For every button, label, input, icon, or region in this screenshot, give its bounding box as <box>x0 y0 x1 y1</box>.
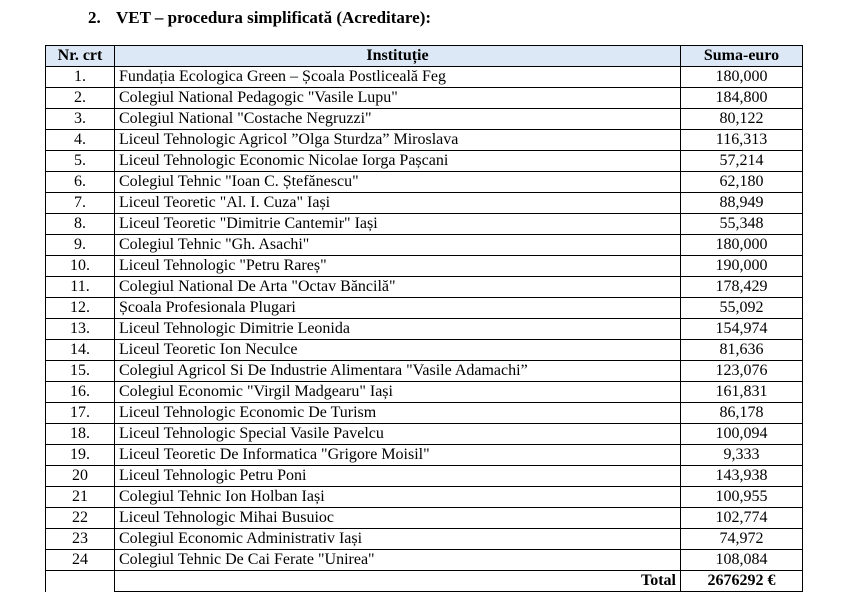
sum-euro: 100,955 <box>681 487 803 508</box>
institution-name: Liceul Tehnologic Economic Nicolae Iorga Pașcani <box>115 151 681 172</box>
row-number: 24 <box>46 550 115 571</box>
row-number: 8. <box>46 214 115 235</box>
table-row <box>46 487 803 508</box>
table-row <box>46 550 803 571</box>
row-number: 5. <box>46 151 115 172</box>
row-number: 3. <box>46 109 115 130</box>
sum-euro: 81,636 <box>681 340 803 361</box>
institution-name: Colegiul National Pedagogic "Vasile Lupu" <box>115 88 681 109</box>
table-row <box>46 382 803 403</box>
section-heading <box>88 8 431 28</box>
row-number: 22 <box>46 508 115 529</box>
total-row <box>46 571 803 592</box>
institution-name: Colegiul Agricol Si De Industrie Alimentara "Vasile Adamachi” <box>115 361 681 382</box>
total-value: 2676292 € <box>681 571 803 592</box>
table-body <box>46 67 803 592</box>
header-sum-euro: Suma-euro <box>681 46 803 67</box>
sum-euro: 143,938 <box>681 466 803 487</box>
sum-euro: 154,974 <box>681 319 803 340</box>
institution-name: Liceul Tehnologic Special Vasile Pavelcu <box>115 424 681 445</box>
institution-name: Colegiul Tehnic "Ioan C. Ștefănescu" <box>115 172 681 193</box>
table-row <box>46 424 803 445</box>
row-number: 12. <box>46 298 115 319</box>
table-row <box>46 319 803 340</box>
sum-euro: 116,313 <box>681 130 803 151</box>
table-row <box>46 256 803 277</box>
sum-euro: 55,348 <box>681 214 803 235</box>
table-row <box>46 193 803 214</box>
row-number: 18. <box>46 424 115 445</box>
sum-euro: 62,180 <box>681 172 803 193</box>
header-nr-crt: Nr. crt <box>46 46 115 67</box>
institution-name: Fundația Ecologica Green – Școala Postliceală Feg <box>115 67 681 88</box>
institution-name: Colegiul Tehnic De Cai Ferate "Unirea" <box>115 550 681 571</box>
institution-name: Liceul Tehnologic Mihai Busuioc <box>115 508 681 529</box>
table-row <box>46 403 803 424</box>
sum-euro: 184,800 <box>681 88 803 109</box>
institution-name: Liceul Tehnologic Petru Poni <box>115 466 681 487</box>
institution-name: Colegiul Economic "Virgil Madgearu" Iași <box>115 382 681 403</box>
institution-name: Colegiul National De Arta "Octav Băncilă" <box>115 277 681 298</box>
row-number: 4. <box>46 130 115 151</box>
table-row <box>46 130 803 151</box>
table-row <box>46 67 803 88</box>
institutions-table <box>45 45 803 592</box>
section-title: VET – procedura simplificată (Acreditare): <box>115 8 432 27</box>
table-row <box>46 277 803 298</box>
sum-euro: 108,084 <box>681 550 803 571</box>
row-number: 1. <box>46 67 115 88</box>
row-number: 23 <box>46 529 115 550</box>
row-number: 6. <box>46 172 115 193</box>
table-row <box>46 235 803 256</box>
sum-euro: 123,076 <box>681 361 803 382</box>
sum-euro: 100,094 <box>681 424 803 445</box>
table-row <box>46 361 803 382</box>
section-number: 2. <box>88 8 101 27</box>
row-number: 11. <box>46 277 115 298</box>
total-label: Total <box>115 571 681 592</box>
row-number: 2. <box>46 88 115 109</box>
table-row <box>46 466 803 487</box>
sum-euro: 55,092 <box>681 298 803 319</box>
sum-euro: 178,429 <box>681 277 803 298</box>
table-row <box>46 445 803 466</box>
institution-name: Liceul Tehnologic Economic De Turism <box>115 403 681 424</box>
institution-name: Școala Profesionala Plugari <box>115 298 681 319</box>
institution-name: Colegiul Economic Administrativ Iași <box>115 529 681 550</box>
table-row <box>46 88 803 109</box>
row-number: 15. <box>46 361 115 382</box>
institution-name: Liceul Teoretic "Al. I. Cuza" Iași <box>115 193 681 214</box>
table-row <box>46 109 803 130</box>
table-row <box>46 508 803 529</box>
institution-name: Liceul Tehnologic Agricol ”Olga Sturdza” Miroslava <box>115 130 681 151</box>
table-row <box>46 214 803 235</box>
institution-name: Colegiul National "Costache Negruzzi" <box>115 109 681 130</box>
institution-name: Colegiul Tehnic Ion Holban Iași <box>115 487 681 508</box>
row-number: 9. <box>46 235 115 256</box>
sum-euro: 180,000 <box>681 235 803 256</box>
sum-euro: 74,972 <box>681 529 803 550</box>
sum-euro: 88,949 <box>681 193 803 214</box>
sum-euro: 86,178 <box>681 403 803 424</box>
table-row <box>46 340 803 361</box>
sum-euro: 190,000 <box>681 256 803 277</box>
table-row <box>46 298 803 319</box>
institution-name: Liceul Teoretic "Dimitrie Cantemir" Iași <box>115 214 681 235</box>
table-header-row <box>46 46 803 67</box>
row-number: 10. <box>46 256 115 277</box>
table-row <box>46 529 803 550</box>
sum-euro: 80,122 <box>681 109 803 130</box>
total-spacer <box>46 571 115 592</box>
table-row <box>46 151 803 172</box>
table-row <box>46 172 803 193</box>
row-number: 16. <box>46 382 115 403</box>
sum-euro: 102,774 <box>681 508 803 529</box>
row-number: 20 <box>46 466 115 487</box>
row-number: 14. <box>46 340 115 361</box>
sum-euro: 161,831 <box>681 382 803 403</box>
row-number: 17. <box>46 403 115 424</box>
sum-euro: 9,333 <box>681 445 803 466</box>
row-number: 21 <box>46 487 115 508</box>
institution-name: Colegiul Tehnic "Gh. Asachi" <box>115 235 681 256</box>
row-number: 7. <box>46 193 115 214</box>
institution-name: Liceul Teoretic De Informatica "Grigore Moisil" <box>115 445 681 466</box>
sum-euro: 180,000 <box>681 67 803 88</box>
header-institution: Instituție <box>115 46 681 67</box>
row-number: 13. <box>46 319 115 340</box>
institution-name: Liceul Teoretic Ion Neculce <box>115 340 681 361</box>
institution-name: Liceul Tehnologic Dimitrie Leonida <box>115 319 681 340</box>
sum-euro: 57,214 <box>681 151 803 172</box>
institution-name: Liceul Tehnologic "Petru Rareș" <box>115 256 681 277</box>
row-number: 19. <box>46 445 115 466</box>
